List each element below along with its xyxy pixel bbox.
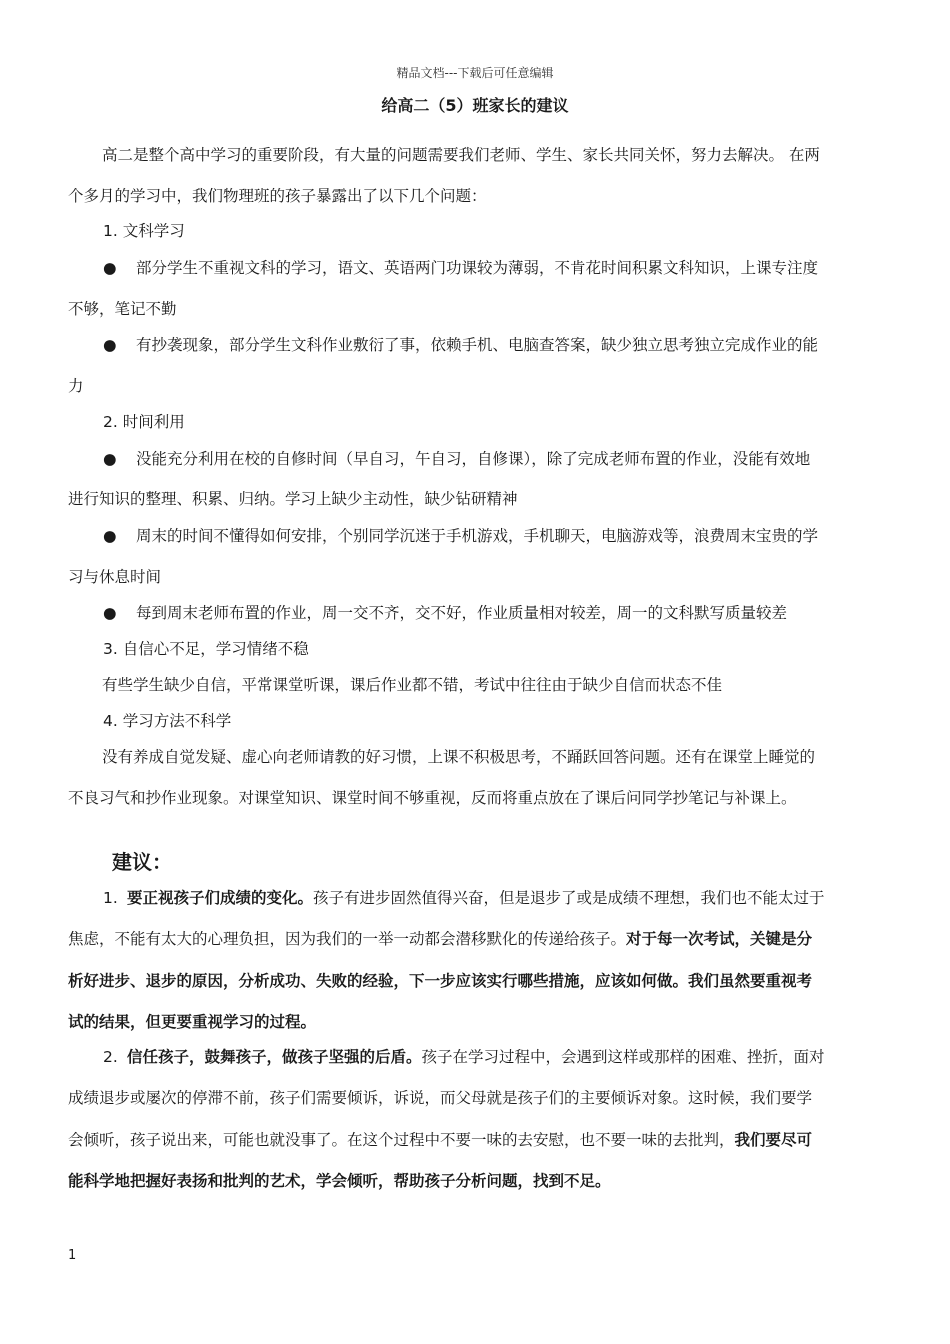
section-1-heading: 1. 文科学习 [103,222,185,240]
bullet-icon: ● [103,259,117,277]
intro-line-2: 个多月的学习中，我们物理班的孩子暴露出了以下几个问题： [68,187,487,205]
suggestion-2-line-2: 成绩退步或屡次的停滞不前，孩子们需要倾诉，诉说，而父母就是孩子们的主要倾诉对象。这时候，我们要学 [68,1089,813,1107]
bullet-icon: ● [103,450,117,468]
s4-line-2: 不良习气和抄作业现象。对课堂知识、课堂时间不够重视，反而将重点放在了课后问同学抄笔记与补课上。 [68,789,797,807]
section-2-heading: 2. 时间利用 [103,413,185,431]
suggestion-2-text: 会倾听，孩子说出来，可能也就没事了。在这个过程中不要一味的去安慰，也不要一味的去批判， [68,1131,735,1149]
suggestion-1-line-1 [127,889,825,908]
suggestion-1-emphasis: 对于每一次考试，关键是分 [626,930,813,948]
suggestion-2-line-3 [68,1131,812,1150]
suggestion-1-line-4: 试的结果，但更要重视学习的过程。 [68,1013,317,1031]
suggestion-1-text: 焦虑，不能有太大的心理负担，因为我们的一举一动都会潜移默化的传递给孩子。 [68,930,627,948]
s1-bullet-1-line-1: 部分学生不重视文科的学习，语文、英语两门功课较为薄弱，不肯花时间积累文科知识，上课专注度 [136,259,819,277]
s3-line-1: 有些学生缺少自信，平常课堂听课，课后作业都不错，考试中往往由于缺少自信而状态不佳 [102,676,723,694]
document-title: 给高二（5）班家长的建议 [381,96,569,115]
suggestion-2-lead: 信任孩子，鼓舞孩子，做孩子坚强的后盾。 [127,1048,422,1066]
bullet-icon: ● [103,527,117,545]
s2-bullet-2-line-1: 周末的时间不懂得如何安排，个别同学沉迷于手机游戏，手机聊天，电脑游戏等，浪费周末宝贵的学 [136,527,819,545]
section-4-heading: 4. 学习方法不科学 [103,712,232,730]
suggestion-1-number: 1. [103,889,118,907]
page-number: 1 [68,1248,77,1263]
suggestion-2-line-1 [127,1048,825,1067]
bullet-icon: ● [103,336,117,354]
intro-line-1: 高二是整个高中学习的重要阶段，有大量的问题需要我们老师、学生、家长共同关怀，努力去解决。 在两 [102,146,820,164]
suggestion-2-line-4: 能科学地把握好表扬和批判的艺术，学会倾听，帮助孩子分析问题，找到不足。 [68,1172,611,1190]
suggestion-1-line-3: 析好进步、退步的原因，分析成功、失败的经验，下一步应该实行哪些措施，应该如何做。我们虽然要重视考 [68,972,813,990]
suggestion-1-text: 孩子有进步固然值得兴奋，但是退步了或是成绩不理想，我们也不能太过于 [313,889,825,907]
s1-bullet-2-line-1: 有抄袭现象，部分学生文科作业敷衍了事，依赖手机、电脑查答案，缺少独立思考独立完成作业的能 [136,336,819,354]
suggestion-2-text: 孩子在学习过程中，会遇到这样或那样的困难、挫折，面对 [421,1048,825,1066]
suggestion-1-line-2 [68,930,812,949]
s2-bullet-1-line-2: 进行知识的整理、积累、归纳。学习上缺少主动性，缺少钻研精神 [68,490,518,508]
section-3-heading: 3. 自信心不足，学习情绪不稳 [103,640,309,658]
s4-line-1: 没有养成自觉发疑、虚心向老师请教的好习惯，上课不积极思考，不踊跃回答问题。还有在课堂上睡觉的 [102,748,816,766]
suggestion-2-emphasis: 我们要尽可 [734,1131,813,1149]
s2-bullet-2-line-2: 习与休息时间 [68,568,162,586]
page-header: 精品文档---下载后可任意编辑 [396,66,554,80]
suggestions-heading: 建议： [112,850,172,874]
s1-bullet-2-line-2: 力 [68,377,84,395]
bullet-icon: ● [103,604,117,622]
s2-bullet-3-line-1: 每到周末老师布置的作业，周一交不齐，交不好，作业质量相对较差，周一的文科默写质量较差 [136,604,788,622]
suggestion-1-lead: 要正视孩子们成绩的变化。 [127,889,314,907]
suggestion-2-number: 2. [103,1048,118,1066]
s2-bullet-1-line-1: 没能充分利用在校的自修时间（早自习，午自习，自修课），除了完成老师布置的作业，没能有效地 [136,450,811,468]
s1-bullet-1-line-2: 不够，笔记不勤 [68,300,177,318]
